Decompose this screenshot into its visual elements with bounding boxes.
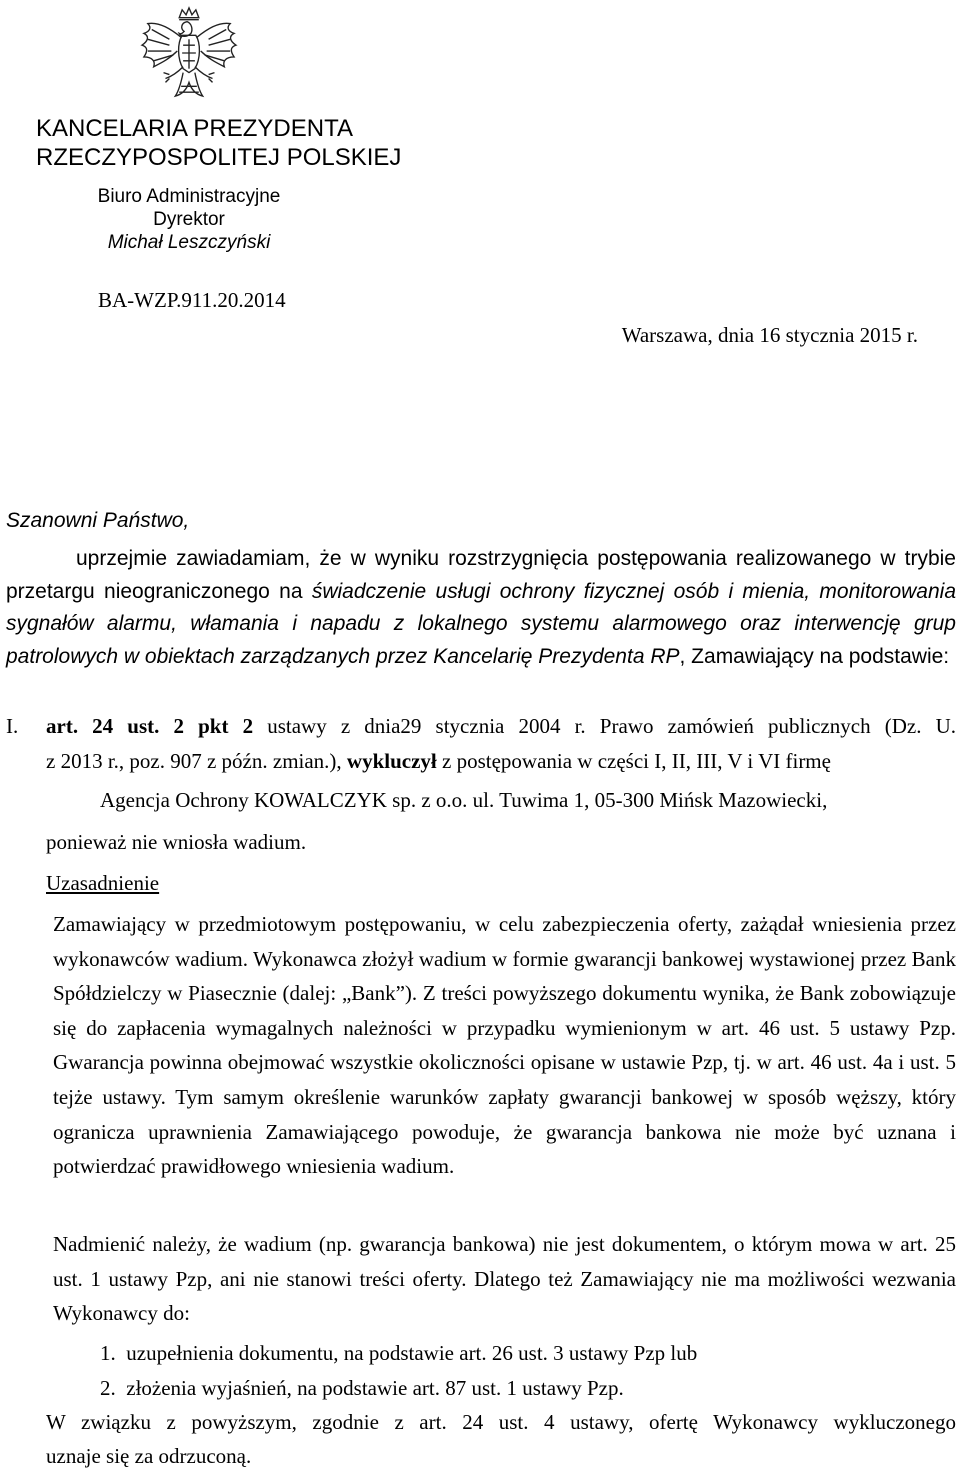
institution-line-1: KANCELARIA PREZYDENTA — [36, 115, 353, 142]
intro-subject: świadczenie usługi ochrony fizycznej osób i mienia, monitorowania sygnałów alarmu, włamania i napadu z lokalnego systemu alarmowego oraz interwencję grup patrolowych w obiektach zarządzanych przez Kancelarię Prezydenta RP — [6, 579, 957, 668]
date-line: Warszawa, dnia 16 stycznia 2015 r. — [621, 323, 918, 347]
conclusion-line-1: W związku z powyższym, zgodnie z art. 24 ust. 4 ustawy, ofertę Wykonawcy wykluczonego — [46, 1410, 956, 1434]
sender-block — [36, 185, 342, 254]
institution-name — [36, 114, 401, 172]
legal-basis-number: I. — [6, 714, 19, 738]
legal-basis-line-2 — [46, 749, 831, 774]
salutation: Szanowni Państwo, — [6, 509, 190, 532]
exclusion-reason: ponieważ nie wniosła wadium. — [46, 830, 307, 854]
reference-number: BA-WZP.911.20.2014 — [98, 288, 286, 312]
list-number: 2. — [100, 1376, 116, 1400]
intro-text-2: , Zamawiający na podstawie: — [679, 644, 950, 668]
justification-text-2: Nadmienić należy, że wadium (np. gwarancja bankowa) nie jest dokumentem, o którym mowa w art. 25 ust. 1 ustawy Pzp, ani nie stanowi treści oferty. Dlatego też Zamawiający nie ma możliwości wezwania Wykonawcy do: — [53, 1232, 956, 1326]
eagle-emblem-icon — [130, 4, 248, 102]
excluded-scope: z postępowania w części I, II, III, V i VI firmę — [436, 749, 831, 773]
justification-heading: Uzasadnienie — [46, 871, 160, 895]
excluded-keyword: wykluczył — [346, 749, 437, 773]
intro-paragraph — [6, 543, 956, 673]
department: Biuro Administracyjne — [97, 186, 281, 207]
legal-basis-article: art. 24 ust. 2 pkt 2 — [46, 714, 254, 738]
legal-basis-citation: z 2013 r., poz. 907 z późn. zmian.), — [46, 749, 347, 773]
list-number: 1. — [100, 1341, 116, 1365]
conclusion-line-2: uznaje się za odrzuconą. — [46, 1444, 252, 1468]
list-text: złożenia wyjaśnień, na podstawie art. 87 ust. 1 ustawy Pzp. — [126, 1376, 624, 1400]
institution-line-2: RZECZYPOSPOLITEJ POLSKIEJ — [36, 144, 402, 171]
justification-paragraph-2 — [53, 1227, 956, 1331]
legal-basis-line-1 — [46, 714, 956, 739]
legal-basis-act: ustawy z dnia29 stycznia 2004 r. Prawo zamówień publicznych (Dz. U. — [253, 714, 956, 738]
signatory: Michał Leszczyński — [107, 232, 271, 253]
justification-text-1: Zamawiający w przedmiotowym postępowaniu, w celu zabezpieczenia oferty, zażądał wniesienia przez wykonawców wadium. Wykonawca złożył wadium w formie gwarancji bankowej wystawionej przez Bank Spółdzielczy w Piasecznie (dalej: „Bank”). Z treści powyższego dokumentu wynika, że Bank zobowiązuje się do zapłacenia wymagalnych należności w przypadku wymienionym w art. 46 ust. 5 ustawy Pzp. Gwarancja powinna obejmować wszystkie okoliczności opisane w ustawie Pzp, tj. w art. 46 ust. 4a i ust. 5 tejże ustawy. Tym samym określenie warunków zapłaty gwarancji bankowej w sposób węższy, który ogranicza uprawnienia Zamawiającego powoduje, że gwarancja bankowa nie może być uznana i potwierdzać prawidłowego wniesienia wadium. — [53, 912, 956, 1179]
list-text: uzupełnienia dokumentu, na podstawie art. 26 ust. 3 ustawy Pzp lub — [126, 1341, 698, 1365]
position: Dyrektor — [153, 209, 225, 230]
list-item — [100, 1341, 697, 1366]
justification-paragraph-1 — [53, 907, 956, 1184]
list-item — [100, 1376, 624, 1401]
excluded-company: Agencja Ochrony KOWALCZYK sp. z o.o. ul. Tuwima 1, 05-300 Mińsk Mazowiecki, — [100, 788, 828, 812]
intro-text-1: uprzejmie zawiadamiam, że w wyniku rozstrzygnięcia postępowania realizowanego w trybie przetargu nieograniczonego na — [6, 547, 956, 603]
